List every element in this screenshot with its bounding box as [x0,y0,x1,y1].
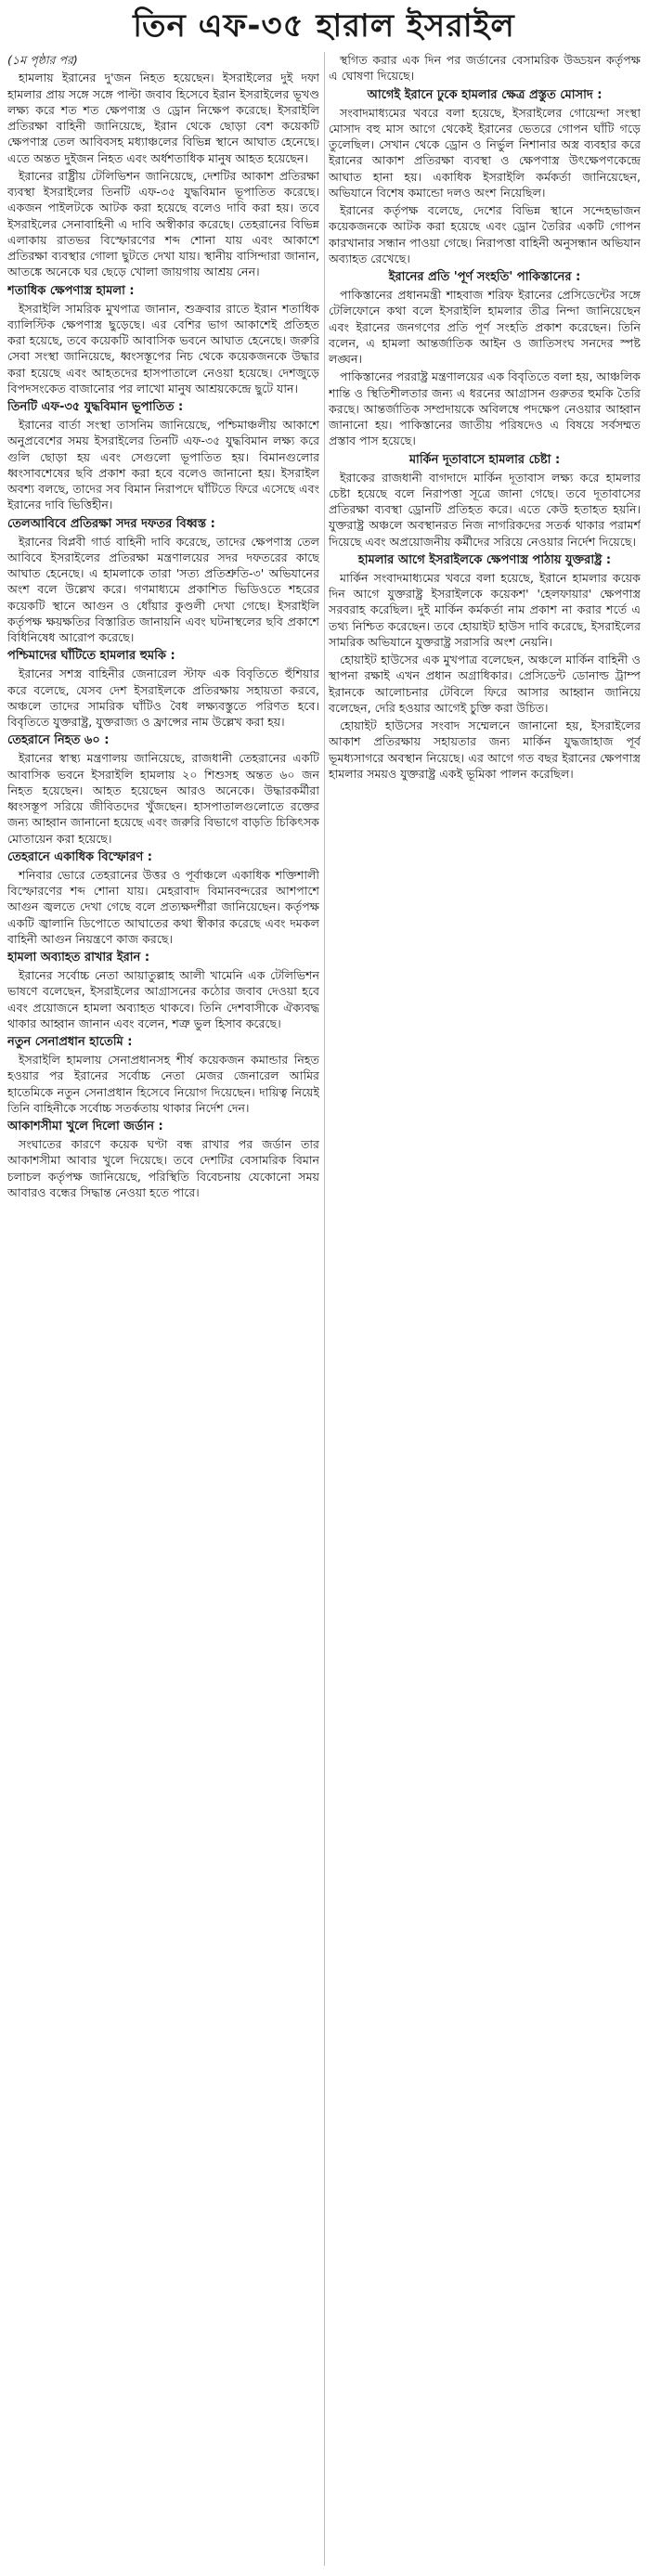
section-subheading: তেহরানে নিহত ৬০ : [7,733,110,748]
article-paragraph: ইরানের কর্তৃপক্ষ বলেছে, দেশের বিভিন্ন স্থানে সন্দেহভাজন কয়েকজনকে আটক করা হয়েছে এবং ড্রোন তৈরির একটি গোপন কারখানার সন্ধান পাওয়া গেছে। নিরাপত্তা বাহিনী অনুসন্ধান অভিযান অব্যাহত রেখেছে। [329,203,641,265]
section-subheading: শতাধিক ক্ষেপণাস্ত্র হামলা : [7,283,135,298]
article-paragraph: ইরানের রাষ্ট্রীয় টেলিভিশন জানিয়েছে, দেশটির আকাশ প্রতিরক্ষা ব্যবস্থা ইসরাইলের তিনটি এফ-৩৫ যুদ্ধবিমান ভূপাতিত করেছে। একজন পাইলটকে আটক করা হয়েছে বলেও দাবি করা হয়। তবে ইসরাইলের সেনাবাহিনী এ দাবি অস্বীকার করেছে। তেহরানের বিভিন্ন এলাকায় রাতভর বিস্ফোরণের শব্দ শোনা যায় এবং আকাশে প্রতিরক্ষা ব্যবস্থার গোলা ছুটতে দেখা যায়। স্থানীয় বাসিন্দারা জানান, আতঙ্কে অনেকে ঘর ছেড়ে খোলা জায়গায় আশ্রয় নেন। [7,168,319,279]
headline: তিন এফ-৩৫ হারাল ইসরাইল [133,7,515,45]
section-subheading: পশ্চিমাদের ঘাঁটিতে হামলার হুমকি : [7,649,175,664]
article-paragraph: হোয়াইট হাউসের সংবাদ সম্মেলনে জানানো হয়, ইসরাইলের আকাশ প্রতিরক্ষায় সহায়তার জন্য মার্কিন যুদ্ধজাহাজ পূর্ব ভূমধ্যসাগরে অবস্থান নিয়েছে। এর আগে গত বছর ইরানের ক্ষেপণাস্ত্র হামলার সময়ও যুক্তরাষ্ট্র একই ভূমিকা পালন করেছিল। [329,718,641,781]
article-paragraph: পাকিস্তানের পররাষ্ট্র মন্ত্রণালয়ের এক বিবৃতিতে বলা হয়, আঞ্চলিক শান্তি ও স্থিতিশীলতার জন্য এ ধরনের আগ্রাসন গুরুতর হুমকি তৈরি করছে। আন্তর্জাতিক সম্প্রদায়কে অবিলম্বে পদক্ষেপ নেওয়ার আহ্বান জানানো হয়। পাকিস্তানের জাতীয় পরিষদেও এ বিষয়ে সর্বসম্মত প্রস্তাব পাস হয়েছে। [329,369,641,448]
article-paragraph: শনিবার ভোরে তেহরানের উত্তর ও পূর্বাঞ্চলে একাধিক শক্তিশালী বিস্ফোরণের শব্দ শোনা যায়। মেহরাবাদ বিমানবন্দরের আশপাশে আগুন জ্বলতে দেখা গেছে বলে প্রত্যক্ষদর্শীরা জানিয়েছেন। কর্তৃপক্ষ একটি জ্বালানি ডিপোতে আঘাতের কথা স্বীকার করেছে এবং দমকল বাহিনী আগুন নিয়ন্ত্রণে কাজ করছে। [7,867,319,946]
section-subheading: তিনটি এফ-৩৫ যুদ্ধবিমান ভূপাতিত : [7,400,184,414]
article-paragraph: ইরানের বার্তা সংস্থা তাসনিম জানিয়েছে, পশ্চিমাঞ্চলীয় আকাশে অনুপ্রবেশের সময় ইসরাইলের তিনটি এফ-৩৫ যুদ্ধবিমান লক্ষ্য করে গুলি ছোড়া হয় এবং সেগুলো ভূপাতিত হয়। বিমানগুলোর ধ্বংসাবশেষের ছবি প্রকাশ করা হবে বলেও জানানো হয়। ইসরাইল অবশ্য বলছে, তাদের সব বিমান নিরাপদে ঘাঁটিতে ফিরে এসেছে এবং ইরানের দাবি ভিত্তিহীন। [7,418,319,512]
section-subheading: আকাশসীমা খুলে দিলো জর্ডান : [7,1120,163,1133]
section-subheading: আগেই ইরানে ঢুকে হামলার ক্ষেত্র প্রস্তুত মোসাদ : [367,87,603,102]
section-subheading: তেহরানে একাধিক বিস্ফোরণ : [7,849,152,864]
article-paragraph: ইরানের সশস্ত্র বাহিনীর জেনারেল স্টাফ এক বিবৃতিতে হুঁশিয়ার করে বলেছে, যেসব দেশ ইসরাইলকে প্রতিরক্ষায় সহায়তা করবে, অঞ্চলে তাদের সামরিক ঘাঁটিও বৈধ লক্ষ্যবস্তুতে পরিণত হবে। বিবৃতিতে যুক্তরাষ্ট্র, যুক্তরাজ্য ও ফ্রান্সের নাম উল্লেখ করা হয়। [7,667,319,729]
section-subheading: তেলআবিবে প্রতিরক্ষা সদর দফতর বিধ্বস্ত : [7,516,215,531]
article-paragraph: মার্কিন সংবাদমাধ্যমের খবরে বলা হয়েছে, ইরানে হামলার কয়েক দিন আগে যুক্তরাষ্ট্র ইসরাইলকে কয়েকশ' 'হেলফায়ার' ক্ষেপণাস্ত্র সরবরাহ করেছিল। দুই মার্কিন কর্মকর্তা নাম প্রকাশ না করার শর্তে এ তথ্য নিশ্চিত করেছেন। তবে হোয়াইট হাউস দাবি করেছে, ইসরাইলের সামরিক অভিযানে যুক্তরাষ্ট্র সরাসরি অংশ নেয়নি। [329,570,641,649]
article-paragraph: পাকিস্তানের প্রধানমন্ত্রী শাহবাজ শরিফ ইরানের প্রেসিডেন্টের সঙ্গে টেলিফোনে কথা বলে ইসরাইলি হামলার তীব্র নিন্দা জানিয়েছেন এবং ইরানের জনগণের প্রতি পূর্ণ সংহতি প্রকাশ করেছেন। তিনি বলেন, এ হামলা আন্তর্জাতিক আইন ও জাতিসংঘ সনদের স্পষ্ট লঙ্ঘন। [329,288,641,366]
article-column-left [7,52,319,2566]
article-paragraph: হোয়াইট হাউসের এক মুখপাত্র বলেছেন, অঞ্চলে মার্কিন বাহিনী ও স্থাপনা রক্ষাই এখন প্রধান অগ্রাধিকার। প্রেসিডেন্ট ডোনাল্ড ট্রাম্প ইরানকে আলোচনার টেবিলে ফিরে আসার আহ্বান জানিয়ে বলেছেন, দেরি হওয়ার আগেই চুক্তি করা উচিত। [329,653,641,715]
article-paragraph: ইরানের সর্বোচ্চ নেতা আয়াতুল্লাহ আলী খামেনি এক টেলিভিশন ভাষণে বলেছেন, ইসরাইলের আগ্রাসনের কঠোর জবাব দেওয়া হবে এবং প্রয়োজনে হামলা অব্যাহত থাকবে। তিনি দেশবাসীকে ঐক্যবদ্ধ থাকার আহ্বান জানান এবং বলেন, শত্রু ভুল হিসাব করেছে। [7,968,319,1030]
article-paragraph: সংঘাতের কারণে কয়েক ঘণ্টা বন্ধ রাখার পর জর্ডান তার আকাশসীমা আবার খুলে দিয়েছে। তবে দেশটির বেসামরিক বিমান চলাচল কর্তৃপক্ষ জানিয়েছে, পরিস্থিতি বিবেচনায় যেকোনো সময় আবারও বন্ধের সিদ্ধান্ত নেওয়া হতে পারে। [7,1137,319,1199]
column-divider [324,52,325,2566]
section-subheading: নতুন সেনাপ্রধান হাতেমি : [7,1035,133,1049]
article-paragraph: স্থগিত করার এক দিন পর জর্ডানের বেসামরিক উড্ডয়ন কর্তৃপক্ষ এ ঘোষণা দিয়েছে। [329,53,641,84]
article-paragraph: ইসরাইলি হামলায় সেনাপ্রধানসহ শীর্ষ কয়েকজন কমান্ডার নিহত হওয়ার পর ইরানের সর্বোচ্চ নেতা মেজর জেনারেল আমির হাতেমিকে নতুন সেনাপ্রধান হিসেবে নিয়োগ দিয়েছেন। দায়িত্ব নিয়েই তিনি বাহিনীকে সর্বোচ্চ সতর্কতায় থাকার নির্দেশ দেন। [7,1053,319,1115]
section-subheading: ইরানের প্রতি 'পূর্ণ সংহতি' পাকিস্তানের : [388,270,581,284]
article-paragraph: ইরাকের রাজধানী বাগদাদে মার্কিন দূতাবাস লক্ষ্য করে হামলার চেষ্টা হয়েছে বলে নিরাপত্তা সূত্রে জানা গেছে। তবে দূতাবাসের প্রতিরক্ষা ব্যবস্থা ড্রোনটি প্রতিহত করে। এতে কেউ হতাহত হয়নি। যুক্তরাষ্ট্র অঞ্চলে অবস্থানরত নিজ নাগরিকদের সতর্ক থাকার পরামর্শ দিয়েছে এবং অপ্রয়োজনীয় কর্মীদের সরিয়ে নেওয়ার নির্দেশ দিয়েছে। [329,470,641,549]
article-paragraph: সংবাদমাধ্যমের খবরে বলা হয়েছে, ইসরাইলের গোয়েন্দা সংস্থা মোসাদ বহু মাস আগে থেকেই ইরানের ভেতরে গোপন ঘাঁটি গড়ে তুলেছিল। সেখান থেকে ড্রোন ও নির্ভুল নিশানার অস্ত্র ব্যবহার করে ইরানের আকাশ প্রতিরক্ষা ব্যবস্থা ও ক্ষেপণাস্ত্র উৎক্ষেপণকেন্দ্রে আঘাত হানা হয়। একাধিক ইসরাইলি কর্মকর্তা জানিয়েছেন, অভিযানে বিশেষ কমান্ডো দলও অংশ নিয়েছিল। [329,105,641,200]
article-paragraph: ইসরাইলি সামরিক মুখপাত্র জানান, শুক্রবার রাতে ইরান শতাধিক ব্যালিস্টিক ক্ষেপণাস্ত্র ছুড়েছে। এর বেশির ভাগ আকাশেই প্রতিহত করা হয়েছে, তবে কয়েকটি আবাসিক ভবনে আঘাত হেনেছে। জরুরি সেবা সংস্থা জানিয়েছে, ধ্বংসস্তূপের নিচ থেকে কয়েকজনকে উদ্ধার করা হয়েছে এবং আহতদের হাসপাতালে নেওয়া হয়েছে। দেশজুড়ে বিপদসংকেত বাজানোর পর লাখো মানুষ আশ্রয়কেন্দ্রে ছুটে যান। [7,301,319,395]
continuation-note: (১ম পৃষ্ঠার পর) [7,53,78,67]
article-paragraph: ইরানের স্বাস্থ্য মন্ত্রণালয় জানিয়েছে, রাজধানী তেহরানের একটি আবাসিক ভবনে ইসরাইলি হামলায় ২০ শিশুসহ অন্তত ৬০ জন নিহত হয়েছেন। আহত হয়েছেন আরও অনেকে। উদ্ধারকর্মীরা ধ্বংসস্তূপ সরিয়ে জীবিতদের খুঁজছেন। হাসপাতালগুলোতে রক্তের জন্য আহ্বান জানানো হয়েছে এবং জরুরি বিভাগে বাড়তি চিকিৎসক মোতায়েন করা হয়েছে। [7,751,319,846]
section-subheading: মার্কিন দূতাবাসে হামলার চেষ্টা : [408,452,561,467]
article-paragraph: হামলায় ইরানের দু'জন নিহত হয়েছেন। ইসরাইলের দুই দফা হামলার প্রায় সঙ্গে সঙ্গে পাল্টা জবাব হিসেবে ইরান ইসরাইলের ভূখণ্ড লক্ষ্য করে শত শত ক্ষেপণাস্ত্র ও ড্রোন নিক্ষেপ করেছে। ইসরাইলি প্রতিরক্ষা বাহিনী জানিয়েছে, ইরান থেকে ছোড়া বেশ কয়েকটি ক্ষেপণাস্ত্র তেল আবিবসহ মধ্যাঞ্চলের বিভিন্ন স্থানে আঘাত হেনেছে। এতে অন্তত দুইজন নিহত এবং অর্ধশতাধিক মানুষ আহত হয়েছেন। [7,71,319,165]
section-subheading: হামলা অব্যাহত রাখার ইরান : [7,951,150,964]
section-subheading: হামলার আগে ইসরাইলকে ক্ষেপণাস্ত্র পাঠায় যুক্তরাষ্ট্র : [357,552,612,567]
article-columns [7,52,641,2566]
article-column-right [329,52,641,2566]
article-paragraph: ইরানের বিপ্লবী গার্ড বাহিনী দাবি করেছে, তাদের ক্ষেপণাস্ত্র তেল আবিবে ইসরাইলের প্রতিরক্ষা মন্ত্রণালয়ের সদর দফতরের কাছে আঘাত হেনেছে। এ হামলাকে তারা 'সত্য প্রতিশ্রুতি-৩' অভিযানের অংশ বলে উল্লেখ করে। গণমাধ্যমে প্রকাশিত ভিডিওতে শহরের কয়েকটি স্থানে আগুন ও ধোঁয়ার কুণ্ডলী দেখা গেছে। ইসরাইলি কর্তৃপক্ষ ক্ষয়ক্ষতির বিস্তারিত জানায়নি এবং ঘটনাস্থলের ছবি প্রকাশে বিধিনিষেধ আরোপ করেছে। [7,534,319,644]
